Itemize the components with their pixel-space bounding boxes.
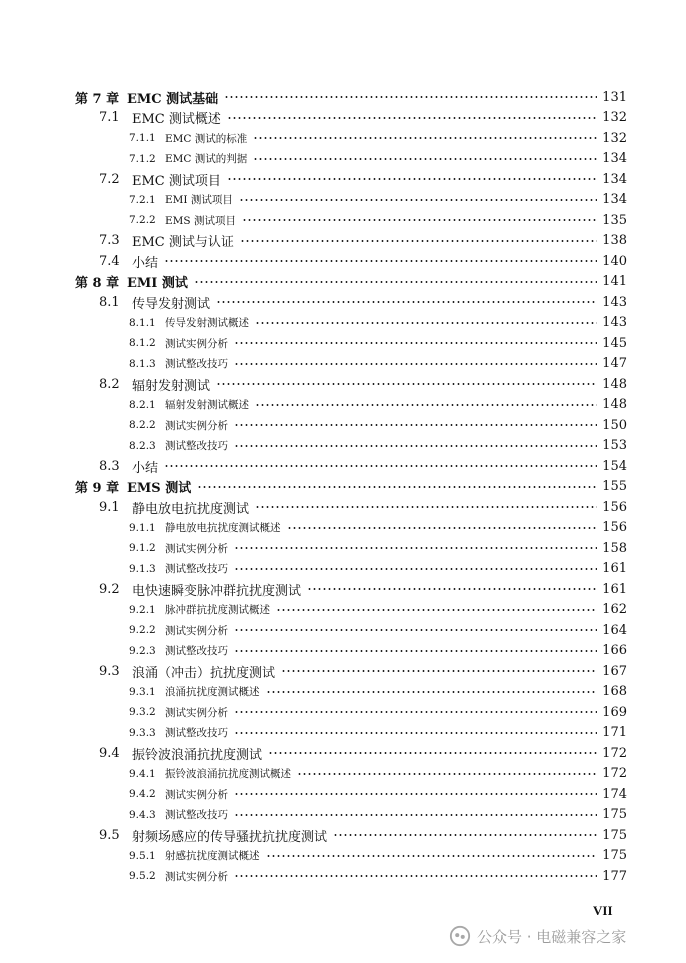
toc-entry-sub bbox=[129, 333, 627, 353]
toc-entry-page: 135 bbox=[602, 212, 627, 228]
toc-entry-number: 9.5 bbox=[99, 827, 120, 843]
toc-entry-sub bbox=[129, 846, 627, 866]
dot-leader bbox=[239, 190, 597, 210]
toc-entry-chapter bbox=[75, 272, 627, 292]
toc-entry-page: 162 bbox=[602, 602, 627, 617]
dot-leader bbox=[194, 272, 597, 292]
toc-entry-title: 射频场感应的传导骚扰抗扰度测试 bbox=[132, 829, 328, 845]
toc-entry-page: 138 bbox=[602, 233, 627, 248]
dot-leader bbox=[234, 866, 597, 886]
toc-entry-number: 9.5.1 bbox=[129, 849, 156, 862]
toc-entry-number: 9.2.3 bbox=[129, 644, 156, 657]
toc-entry-title: 浪涌（冲击）抗扰度测试 bbox=[132, 665, 276, 681]
toc-entry-title: 静电放电抗扰度测试概述 bbox=[165, 522, 281, 534]
dot-leader bbox=[268, 743, 597, 763]
toc-entry-title: EMC 测试基础 bbox=[127, 91, 219, 107]
toc-entry-sub bbox=[129, 620, 627, 640]
dot-leader bbox=[224, 87, 597, 107]
toc-entry-title: 传导发射测试概述 bbox=[165, 317, 249, 329]
toc-entry-page: 161 bbox=[602, 561, 627, 576]
toc-entry-page: 166 bbox=[602, 643, 627, 658]
toc-entry-page: 143 bbox=[602, 294, 627, 310]
toc-entry-title: EMC 测试概述 bbox=[132, 112, 221, 127]
dot-leader bbox=[164, 456, 597, 476]
toc-entry-title: 测试整改技巧 bbox=[165, 440, 228, 452]
toc-entry-sub bbox=[129, 682, 627, 702]
dot-leader bbox=[240, 231, 597, 251]
toc-entry-sub bbox=[129, 149, 627, 169]
dot-leader bbox=[242, 210, 597, 230]
dot-leader bbox=[164, 251, 597, 271]
toc-entry-section bbox=[99, 497, 627, 517]
toc-entry-number: 9.5.2 bbox=[129, 870, 156, 882]
toc-entry-sub bbox=[129, 538, 627, 558]
toc-entry-page: 175 bbox=[602, 848, 627, 863]
toc-entry-title: 测试整改技巧 bbox=[165, 563, 228, 575]
toc-entry-title: 浪涌抗扰度测试概述 bbox=[165, 686, 260, 698]
toc-entry-number: 7.2.2 bbox=[129, 214, 156, 226]
toc-entry-title: 测试整改技巧 bbox=[165, 645, 228, 657]
toc-entry-page: 164 bbox=[602, 622, 627, 638]
dot-leader bbox=[253, 149, 597, 169]
toc-entry-title: EMS 测试 bbox=[127, 481, 192, 496]
toc-entry-title: 测试实例分析 bbox=[165, 706, 228, 719]
dot-leader bbox=[234, 436, 597, 456]
dot-leader bbox=[234, 805, 597, 825]
toc-entry-sub bbox=[129, 313, 627, 333]
toc-entry-page: 150 bbox=[602, 417, 627, 433]
toc-entry-section bbox=[99, 169, 627, 189]
dot-leader bbox=[234, 702, 597, 722]
toc-entry-sub bbox=[129, 784, 627, 804]
dot-leader bbox=[307, 579, 597, 599]
toc-entry-section bbox=[99, 743, 627, 763]
dot-leader bbox=[234, 333, 597, 353]
toc-entry-number: 9.4.1 bbox=[129, 767, 156, 780]
watermark bbox=[449, 922, 626, 950]
toc-entry-title: 测试实例分析 bbox=[165, 870, 228, 883]
toc-entry-page: 177 bbox=[602, 868, 627, 884]
toc-entry-page: 134 bbox=[602, 151, 627, 166]
toc-entry-number: 9.2.2 bbox=[129, 624, 156, 636]
toc-entry-number: 8.1.3 bbox=[129, 357, 156, 370]
toc-entry-page: 148 bbox=[602, 397, 627, 412]
dot-leader bbox=[227, 169, 597, 189]
toc-entry-sub bbox=[129, 128, 627, 148]
toc-entry-page: 155 bbox=[602, 479, 627, 494]
toc-entry-page: 134 bbox=[602, 171, 627, 187]
toc-entry-sub bbox=[129, 866, 627, 886]
dot-leader bbox=[197, 477, 597, 497]
toc-entry-section bbox=[99, 292, 627, 312]
toc-entry-title: 脉冲群抗扰度测试概述 bbox=[165, 604, 270, 616]
toc-entry-page: 169 bbox=[602, 704, 627, 720]
watermark-text: 公众号 · 电磁兼容之家 bbox=[477, 927, 627, 946]
toc-entry-page: 132 bbox=[602, 130, 627, 146]
toc-entry-number: 8.2.3 bbox=[129, 439, 156, 452]
toc-entry-sub bbox=[129, 702, 627, 722]
toc-entry-number: 7.3 bbox=[99, 233, 120, 248]
toc-entry-page: 148 bbox=[602, 376, 627, 392]
dot-leader bbox=[255, 313, 597, 333]
toc-entry-sub bbox=[129, 641, 627, 661]
toc-entry-page: 153 bbox=[602, 438, 627, 453]
toc-entry-title: EMC 测试与认证 bbox=[132, 235, 234, 250]
toc-entry-page: 156 bbox=[602, 520, 627, 535]
toc-entry-section bbox=[99, 251, 627, 271]
toc-entry-title: EMC 测试的标准 bbox=[165, 132, 248, 145]
toc-entry-number: 第 9 章 bbox=[75, 481, 120, 496]
toc-entry-title: 小结 bbox=[132, 460, 159, 476]
toc-entry-number: 9.2 bbox=[99, 581, 120, 597]
toc-entry-number: 第 7 章 bbox=[75, 91, 120, 107]
dot-leader bbox=[266, 682, 598, 702]
toc-entry-sub bbox=[129, 415, 627, 435]
toc-entry-section bbox=[99, 108, 627, 128]
toc-entry-title: EMC 测试的判据 bbox=[165, 153, 248, 165]
toc-entry-page: 132 bbox=[602, 110, 627, 125]
dot-leader bbox=[227, 108, 597, 128]
toc-entry-title: 辐射发射测试概述 bbox=[165, 399, 249, 411]
dot-leader bbox=[216, 374, 597, 394]
dot-leader bbox=[281, 661, 597, 681]
toc-entry-number: 9.3 bbox=[99, 663, 120, 679]
toc-entry-sub bbox=[129, 723, 627, 743]
toc-entry-sub bbox=[129, 805, 627, 825]
toc-entry-number: 9.1.3 bbox=[129, 562, 156, 575]
toc-entry-title: 测试实例分析 bbox=[165, 624, 228, 637]
toc-entry-number: 9.1.2 bbox=[129, 542, 156, 554]
toc-entry-title: 测试实例分析 bbox=[165, 419, 228, 432]
dot-leader bbox=[287, 518, 598, 538]
toc-entry-chapter bbox=[75, 87, 627, 107]
toc-entry-title: 静电放电抗扰度测试 bbox=[132, 501, 250, 517]
toc-entry-number: 8.1.1 bbox=[129, 316, 156, 329]
toc-entry-title: EMI 测试项目 bbox=[165, 194, 233, 206]
toc-entry-number: 9.4.3 bbox=[129, 808, 156, 821]
toc-entry-page: 175 bbox=[602, 807, 627, 822]
toc-entry-number: 8.3 bbox=[99, 458, 120, 474]
dot-leader bbox=[253, 128, 597, 148]
toc-entry-number: 7.4 bbox=[99, 253, 120, 269]
toc-entry-number: 9.1.1 bbox=[129, 521, 156, 534]
toc-entry-chapter bbox=[75, 477, 627, 497]
page-number: VII bbox=[593, 903, 613, 918]
dot-leader bbox=[333, 825, 597, 845]
dot-leader bbox=[234, 354, 597, 374]
toc-entry-title: 振铃波浪涌抗扰度测试概述 bbox=[165, 768, 291, 780]
toc-entry-number: 9.4 bbox=[99, 745, 120, 761]
dot-leader bbox=[255, 395, 597, 415]
toc-entry-section bbox=[99, 579, 627, 599]
toc-entry-title: 小结 bbox=[132, 255, 159, 271]
toc-entry-page: 140 bbox=[602, 253, 627, 269]
toc-entry-page: 175 bbox=[602, 827, 627, 843]
toc-entry-title: 电快速瞬变脉冲群抗扰度测试 bbox=[132, 583, 302, 599]
dot-leader bbox=[255, 497, 597, 517]
toc-entry-number: 9.3.1 bbox=[129, 685, 156, 698]
dot-leader bbox=[234, 620, 597, 640]
toc-entry-section bbox=[99, 825, 627, 845]
dot-leader bbox=[234, 415, 597, 435]
toc-entry-title: 辐射发射测试 bbox=[132, 378, 211, 394]
toc-entry-title: 测试实例分析 bbox=[165, 788, 228, 801]
dot-leader bbox=[234, 559, 597, 579]
toc-entry-page: 156 bbox=[602, 499, 627, 515]
toc-entry-number: 9.2.1 bbox=[129, 603, 156, 616]
wechat-official-account-icon bbox=[449, 925, 471, 947]
toc-entry-page: 158 bbox=[602, 540, 627, 556]
toc-entry-number: 7.2 bbox=[99, 171, 120, 187]
toc-entry-page: 172 bbox=[602, 766, 627, 781]
toc-entry-sub bbox=[129, 436, 627, 456]
toc-entry-sub bbox=[129, 764, 627, 784]
toc-entry-number: 9.3.2 bbox=[129, 706, 156, 718]
toc-entry-sub bbox=[129, 395, 627, 415]
toc-entry-title: 射感抗扰度测试概述 bbox=[165, 850, 260, 862]
dot-leader bbox=[234, 538, 597, 558]
toc-entry-number: 9.1 bbox=[99, 499, 120, 515]
toc-entry-page: 143 bbox=[602, 315, 627, 330]
toc-entry-number: 7.2.1 bbox=[129, 193, 156, 206]
toc-entry-number: 9.3.3 bbox=[129, 726, 156, 739]
toc-entry-number: 8.2.2 bbox=[129, 419, 156, 431]
toc-entry-number: 7.1.2 bbox=[129, 152, 156, 165]
toc-entry-title: EMC 测试项目 bbox=[132, 173, 221, 189]
toc-entry-title: 测试整改技巧 bbox=[165, 809, 228, 821]
toc-entry-page: 131 bbox=[602, 89, 627, 105]
toc-entry-sub bbox=[129, 518, 627, 538]
toc-entry-sub bbox=[129, 190, 627, 210]
toc-entry-section bbox=[99, 661, 627, 681]
toc-entry-number: 8.1.2 bbox=[129, 337, 156, 349]
toc-entry-title: EMI 测试 bbox=[127, 276, 188, 291]
toc-entry-number: 8.1 bbox=[99, 294, 120, 310]
dot-leader bbox=[297, 764, 597, 784]
toc-entry-number: 8.2.1 bbox=[129, 398, 156, 411]
toc-entry-title: EMS 测试项目 bbox=[165, 214, 236, 227]
toc-entry-page: 154 bbox=[602, 458, 627, 474]
toc-entry-page: 174 bbox=[602, 786, 627, 802]
dot-leader bbox=[266, 846, 598, 866]
toc-entry-page: 134 bbox=[602, 192, 627, 207]
toc-entry-page: 171 bbox=[602, 725, 627, 740]
toc-entry-title: 振铃波浪涌抗扰度测试 bbox=[132, 747, 263, 763]
toc-entry-number: 7.1 bbox=[99, 110, 120, 125]
toc-entry-section bbox=[99, 374, 627, 394]
toc-entry-title: 传导发射测试 bbox=[132, 296, 211, 312]
toc-entry-page: 168 bbox=[602, 684, 627, 699]
toc-entry-number: 8.2 bbox=[99, 376, 120, 392]
toc-entry-page: 172 bbox=[602, 745, 627, 761]
toc-entry-title: 测试整改技巧 bbox=[165, 358, 228, 370]
toc-entry-sub bbox=[129, 354, 627, 374]
toc-entry-number: 第 8 章 bbox=[75, 276, 120, 291]
dot-leader bbox=[216, 292, 597, 312]
toc-entry-number: 7.1.1 bbox=[129, 132, 156, 144]
toc-entry-title: 测试实例分析 bbox=[165, 337, 228, 350]
toc-entry-page: 147 bbox=[602, 356, 627, 371]
toc-entry-page: 167 bbox=[602, 663, 627, 679]
toc-entry-page: 141 bbox=[602, 274, 627, 289]
dot-leader bbox=[234, 784, 597, 804]
dot-leader bbox=[234, 723, 597, 743]
dot-leader bbox=[276, 600, 597, 620]
toc-entry-title: 测试整改技巧 bbox=[165, 727, 228, 739]
toc-entry-page: 161 bbox=[602, 581, 627, 597]
toc-entry-title: 测试实例分析 bbox=[165, 542, 228, 555]
toc-entry-sub bbox=[129, 600, 627, 620]
toc-entry-section bbox=[99, 456, 627, 476]
toc-entry-page: 145 bbox=[602, 335, 627, 351]
toc-entry-sub bbox=[129, 559, 627, 579]
toc-entry-number: 9.4.2 bbox=[129, 788, 156, 800]
dot-leader bbox=[234, 641, 597, 661]
toc-entry-sub bbox=[129, 210, 627, 230]
toc-entry-section bbox=[99, 231, 627, 251]
